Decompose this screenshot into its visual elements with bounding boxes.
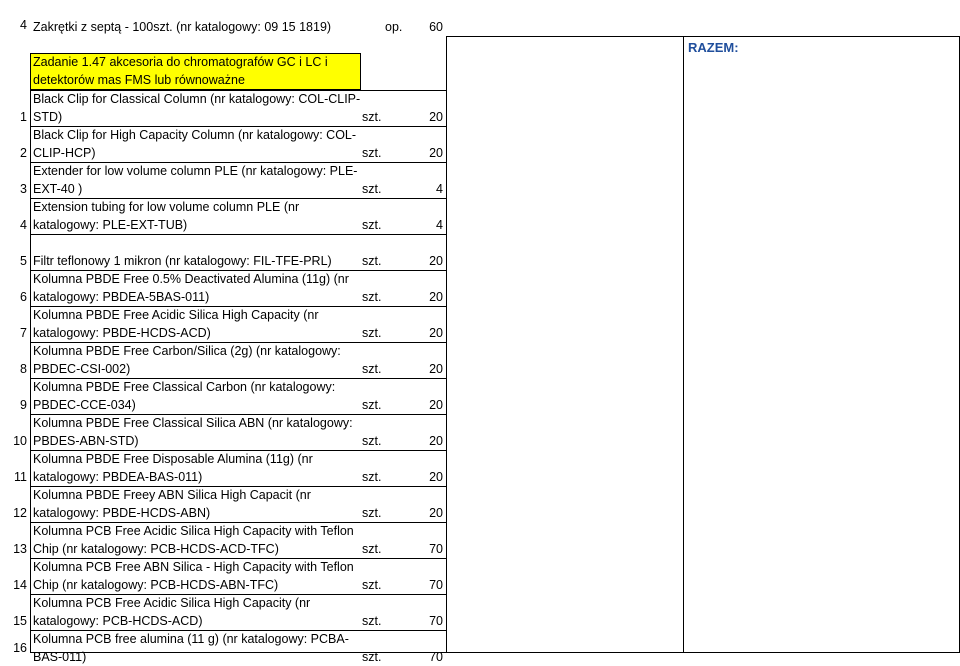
row-description-line1: Kolumna PBDE Free Acidic Silica High Capacity (nr	[33, 308, 319, 322]
row-description-line2: Filtr teflonowy 1 mikron (nr katalogowy: FIL-TFE-PRL)	[33, 254, 332, 268]
row-number: 7	[20, 326, 27, 340]
row-description-line1: Kolumna PBDE Free Classical Silica ABN (nr katalogowy:	[33, 416, 353, 430]
row-description-line1: Extender for low volume column PLE (nr katalogowy: PLE-	[33, 164, 358, 178]
row-qty: 70	[429, 614, 443, 628]
row-unit: szt.	[362, 434, 382, 448]
row-unit: szt.	[362, 650, 382, 664]
row-qty: 20	[429, 362, 443, 376]
row-description-line2: CLIP-HCP)	[33, 146, 96, 160]
row-unit: szt.	[362, 506, 382, 520]
row-qty: 20	[429, 434, 443, 448]
row-number: 4	[20, 218, 27, 232]
row-description-line1: Black Clip for Classical Column (nr katalogowy: COL-CLIP-	[33, 92, 360, 106]
row-unit: szt.	[362, 362, 382, 376]
row-description-line2: katalogowy: PCB-HCDS-ACD)	[33, 614, 203, 628]
row-number: 1	[20, 110, 27, 124]
row-unit: szt.	[362, 110, 382, 124]
row-number: 4	[20, 18, 27, 32]
row-unit: op.	[385, 20, 403, 34]
row-number: 8	[20, 362, 27, 376]
row-description-line2: BAS-011)	[33, 650, 87, 664]
row-qty: 20	[429, 146, 443, 160]
row-qty: 20	[429, 290, 443, 304]
row-description-line2: PBDEC-CCE-034)	[33, 398, 136, 412]
row-description-line2: STD)	[33, 110, 63, 124]
row-description-line1: Kolumna PCB Free ABN Silica - High Capacity with Teflon	[33, 560, 354, 574]
task-header-line2: detektorów mas FMS lub równoważne	[33, 73, 245, 87]
total-label: RAZEM:	[688, 40, 739, 55]
row-description-line2: katalogowy: PBDEA-BAS-011)	[33, 470, 203, 484]
row-unit: szt.	[362, 542, 382, 556]
row-unit: szt.	[362, 290, 382, 304]
row-unit: szt.	[362, 614, 382, 628]
row-number: 13	[13, 542, 27, 556]
row-unit: szt.	[362, 470, 382, 484]
row-description-line1: Black Clip for High Capacity Column (nr katalogowy: COL-	[33, 128, 357, 142]
row-number: 9	[20, 398, 27, 412]
row-description: Zakrętki z septą - 100szt. (nr katalogowy: 09 15 1819)	[33, 20, 332, 34]
row-description-line1: Kolumna PCB free alumina (11 g) (nr katalogowy: PCBA-	[33, 632, 349, 646]
row-description-line2: katalogowy: PLE-EXT-TUB)	[33, 218, 188, 232]
task-header-line1: Zadanie 1.47 akcesoria do chromatografów GC i LC i	[33, 55, 328, 69]
row-qty: 20	[429, 254, 443, 268]
row-number: 10	[13, 434, 27, 448]
row-qty: 70	[429, 542, 443, 556]
column-divider	[683, 36, 684, 653]
row-unit: szt.	[362, 578, 382, 592]
row-unit: szt.	[362, 182, 382, 196]
row-number: 15	[13, 614, 27, 628]
row-description-line1: Kolumna PBDE Free Carbon/Silica (2g) (nr katalogowy:	[33, 344, 341, 358]
row-number: 14	[13, 578, 27, 592]
row-qty: 20	[429, 398, 443, 412]
row-unit: szt.	[362, 398, 382, 412]
row-number: 11	[14, 470, 27, 484]
row-description-line1: Kolumna PBDE Free 0.5% Deactivated Alumina (11g) (nr	[33, 272, 349, 286]
row-description-line2: PBDES-ABN-STD)	[33, 434, 139, 448]
row-number: 16	[13, 641, 27, 655]
row-description-line2: katalogowy: PBDE-HCDS-ABN)	[33, 506, 211, 520]
row-description-line2: katalogowy: PBDEA-5BAS-011)	[33, 290, 210, 304]
row-unit: szt.	[362, 326, 382, 340]
row-qty: 70	[429, 578, 443, 592]
row-description-line1: Kolumna PBDE Free Classical Carbon (nr katalogowy:	[33, 380, 336, 394]
row-description-line1: Kolumna PBDE Freey ABN Silica High Capacit (nr	[33, 488, 311, 502]
row-number: 5	[20, 254, 27, 268]
row-qty: 4	[436, 218, 443, 232]
row-qty: 20	[429, 506, 443, 520]
row-qty: 60	[429, 20, 443, 34]
row-description-line2: PBDEC-CSI-002)	[33, 362, 131, 376]
row-description-line2: Chip (nr katalogowy: PCB-HCDS-ABN-TFC)	[33, 578, 279, 592]
row-description-line2: katalogowy: PBDE-HCDS-ACD)	[33, 326, 211, 340]
row-description-line1: Kolumna PCB Free Acidic Silica High Capacity with Teflon	[33, 524, 354, 538]
row-description-line2: Chip (nr katalogowy: PCB-HCDS-ACD-TFC)	[33, 542, 279, 556]
row-qty: 20	[429, 326, 443, 340]
row-description-line1: Extension tubing for low volume column PLE (nr	[33, 200, 300, 214]
row-qty: 20	[429, 110, 443, 124]
row-description-line1: Kolumna PCB Free Acidic Silica High Capacity (nr	[33, 596, 311, 610]
row-qty: 20	[429, 470, 443, 484]
row-number: 6	[20, 290, 27, 304]
row-unit: szt.	[362, 146, 382, 160]
row-number: 3	[20, 182, 27, 196]
row-description-line2: EXT-40 )	[33, 182, 83, 196]
row-number: 12	[13, 506, 27, 520]
row-unit: szt.	[362, 218, 382, 232]
row-description-line1: Kolumna PBDE Free Disposable Alumina (11g) (nr	[33, 452, 313, 466]
row-qty: 70	[429, 650, 443, 664]
row-unit: szt.	[362, 254, 382, 268]
price-columns-area	[446, 36, 960, 653]
row-number: 2	[20, 146, 27, 160]
row-qty: 4	[436, 182, 443, 196]
